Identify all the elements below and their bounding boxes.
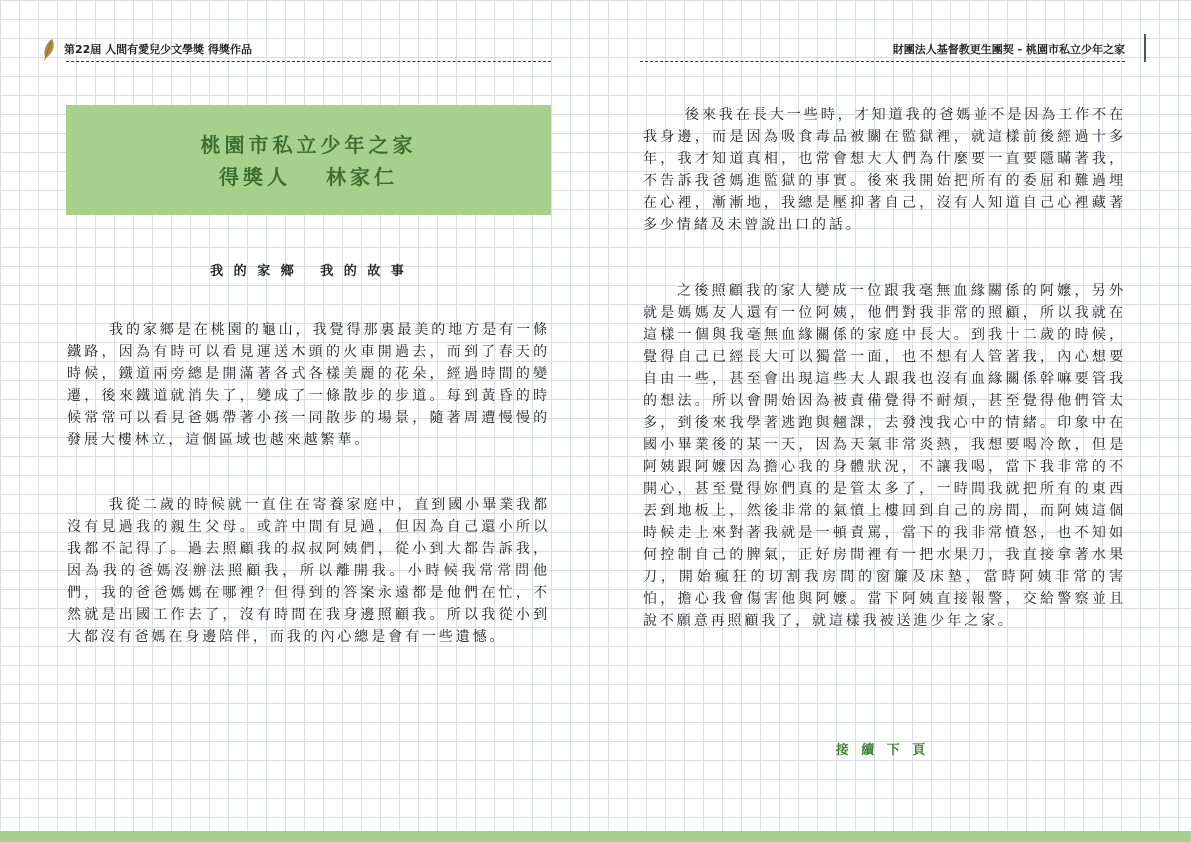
header-right-title: 財團法人基督教更生團契 - 桃園市私立少年之家 xyxy=(892,43,1125,56)
header-divider-right xyxy=(640,61,1125,62)
header-divider-left xyxy=(66,61,551,62)
bottom-accent-bar xyxy=(0,831,1191,842)
story-paragraph: 之後照顧我的家人變成一位跟我毫無血緣關係的阿嬤，另外就是媽媽友人還有一位阿姨，他們對我非常的照顧，所以我就在這樣一個與我毫無血緣關係的家庭中長大。到我十二歲的時候，覺得自己已經長大可以獨當一面，也不想有人管著我，內心想要自由一些，甚至會出現這些大人跟我也沒有血緣關係幹嘛要管我的想法。所以會開始因為被責備覺得不耐煩，甚至覺得他們管太多，到後來我學著逃跑與翹課，去發洩我心中的情緒。印象中在國小畢業後的某一天，因為天氣非常炎熱，我想要喝冷飲，但是阿姨跟阿嬤因為擔心我的身體狀況，不讓我喝，當下我非常的不開心，甚至覺得妳們真的是管太多了，一時間我就把所有的東西丟到地板上，然後非常的氣憤上樓回到自己的房間，而阿姨這個時候走上來對著我就是一頓責罵，當下的我非常憤怒，也不知如何控制自己的脾氣，正好房間裡有一把水果刀，我直接拿著水果刀，開始瘋狂的切割我房間的窗簾及床墊，當時阿姨非常的害怕，擔心我會傷害他與阿嬤。當下阿姨直接報警，交給警察並且說不願意再照顧我了，就這樣我被送進少年之家。 xyxy=(643,283,1126,629)
header-left-title: 第22屆 人間有愛兒少文學獎 得獎作品 xyxy=(64,43,252,56)
continue-next-page-label: 接 續 下 頁 xyxy=(835,743,930,758)
story-title: 我 的 家 鄉 我 的 故 事 xyxy=(210,264,407,279)
story-paragraph: 後來我在長大一些時，才知道我的爸媽並不是因為工作不在我身邊，而是因為吸食毒品被關在監獄裡，就這樣前後經過十多年，我才知道真相，也常會想大人們為什麼要一直要隱瞞著我，不告訴我爸媽進監獄的事實。後來我開始把所有的委屈和難過埋在心裡，漸漸地，我總是壓抑著自己，沒有人知道自己心裡藏著多少情緒及未曾說出口的話。 xyxy=(643,107,1126,233)
story-paragraph: 我從二歲的時候就一直住在寄養家庭中，直到國小畢業我都沒有見過我的親生父母。或許中間有見過，但因為自己還小所以我都不記得了。過去照顧我的叔叔阿姨們，從小到大都告訴我，因為我的爸媽沒辦法照顧我，所以離開我。小時候我常常問他們，我的爸爸媽媽在哪裡？但得到的答案永遠都是他們在忙，不然就是出國工作去了，沒有時間在我身邊照顧我。所以我從小到大都沒有爸媽在身邊陪伴，而我的內心總是會有一些遺憾。 xyxy=(67,497,550,645)
header-edge-bar xyxy=(1144,34,1146,62)
organization-name: 桃園市私立少年之家 xyxy=(200,133,417,157)
story-paragraph: 我的家鄉是在桃園的龜山，我覺得那裏最美的地方是有一條鐵路，因為有時可以看見運送木頭的火車開過去，而到了春天的時候，鐵道兩旁總是開滿著各式各樣美麗的花朵，經過時間的變遷，後來鐵道就消失了，變成了一條散步的步道。每到黃昏的時候常常可以看見爸媽帶著小孩一同散步的場景，隨著周遭慢慢的發展大樓林立，這個區域也越來越繁華。 xyxy=(67,322,550,448)
feather-leaf-icon xyxy=(42,38,56,62)
winner-name: 得獎人 林家仁 xyxy=(219,165,398,189)
award-title-box xyxy=(66,105,551,215)
